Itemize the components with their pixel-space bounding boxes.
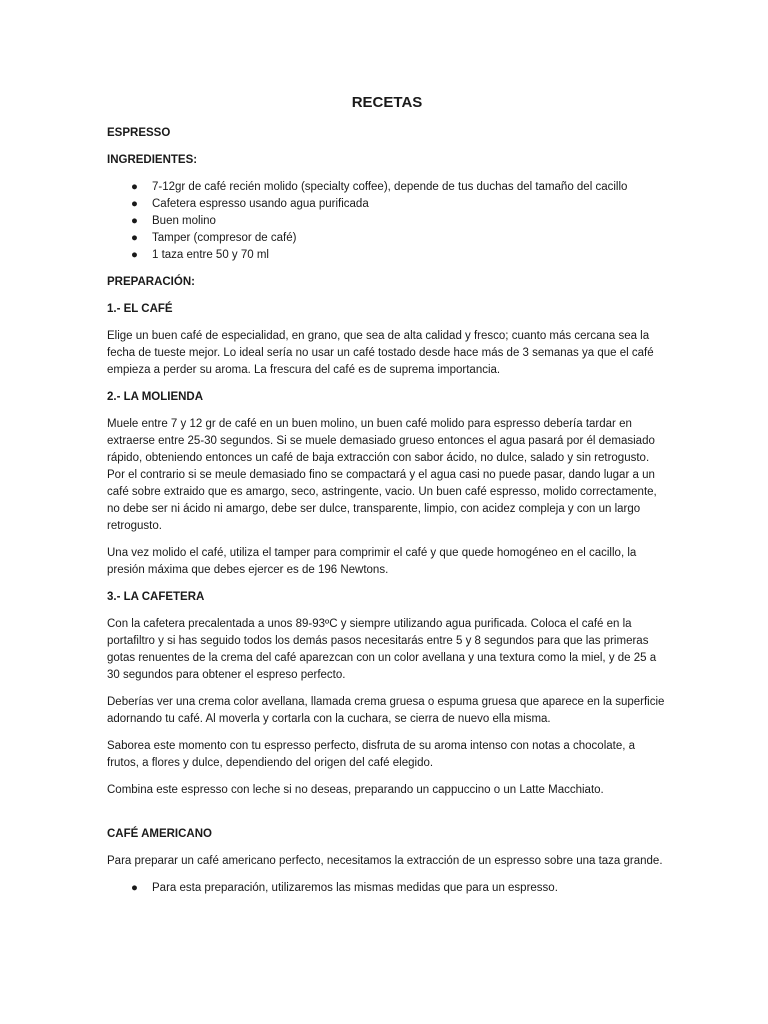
paragraph: Con la cafetera precalentada a unos 89-93ºC y siempre utilizando agua purificada. Coloca el café en la portafiltro y si has seguido todos los demás pasos necesitarás entre 5 y 8 segundos para que las primeras gotas renuentes de la crema del café aparezcan con un color avellana y una textura como la miel, y de 25 a 30 segundos para obtener el espreso perfecto.: [107, 618, 657, 681]
section-heading-espresso: ESPRESSO: [107, 127, 171, 139]
list-item-text: 7-12gr de café recién molido (specialty coffee), depende de tus duchas del tamaño del cacillo: [152, 181, 628, 193]
list-item: [107, 230, 667, 247]
list-item: [107, 179, 667, 196]
bullet-icon: ●: [131, 181, 138, 193]
ingredients-heading: INGREDIENTES:: [107, 154, 198, 166]
list-item-text: 1 taza entre 50 y 70 ml: [152, 249, 269, 261]
step-heading-el-cafe: 1.- EL CAFÉ: [107, 303, 173, 315]
list-item-text: Buen molino: [152, 215, 216, 227]
list-item-text: Tamper (compresor de café): [152, 232, 297, 244]
list-item-text: Para esta preparación, utilizaremos las mismas medidas que para un espresso.: [152, 882, 558, 894]
bullet-icon: ●: [131, 249, 138, 261]
list-item: [107, 213, 667, 230]
bullet-icon: ●: [131, 198, 138, 210]
list-item: [107, 247, 667, 264]
page-title: RECETAS: [351, 94, 423, 111]
section-spacer: [107, 809, 667, 826]
americano-list: [107, 880, 667, 897]
list-item-text: Cafetera espresso usando agua purificada: [152, 198, 369, 210]
document-content: [107, 94, 667, 907]
paragraph: Saborea este momento con tu espresso perfecto, disfruta de su aroma intenso con notas a chocolate, a frutos, a flores y dulce, dependiendo del origen del café elegido.: [107, 740, 636, 769]
section-heading-cafe-americano: CAFÉ AMERICANO: [107, 828, 212, 840]
paragraph: Combina este espresso con leche si no deseas, preparando un cappuccino o un Latte Macchiato.: [107, 784, 604, 796]
list-item: [107, 880, 667, 897]
ingredients-list: [107, 179, 667, 264]
paragraph: Una vez molido el café, utiliza el tamper para comprimir el café y que quede homogéneo en el cacillo, la presión máxima que debes ejercer es de 196 Newtons.: [107, 547, 637, 576]
step-heading-la-cafetera: 3.- LA CAFETERA: [107, 591, 205, 603]
paragraph: Deberías ver una crema color avellana, llamada crema gruesa o espuma gruesa que aparece en la superficie adornando tu café. Al moverla y cortarla con la cuchara, se cierra de nuevo ella misma.: [107, 696, 665, 725]
bullet-icon: ●: [131, 882, 138, 894]
paragraph: Para preparar un café americano perfecto, necesitamos la extracción de un espresso sobre una taza grande.: [107, 855, 663, 867]
paragraph: Elige un buen café de especialidad, en grano, que sea de alta calidad y fresco; cuanto más cercana sea la fecha de tueste mejor. Lo ideal sería no usar un café tostado desde hace más de 3 semanas ya que el café empieza a perder su aroma. La frescura del café es de suprema importancia.: [107, 330, 654, 376]
bullet-icon: ●: [131, 215, 138, 227]
list-item: [107, 196, 667, 213]
step-heading-la-molienda: 2.- LA MOLIENDA: [107, 391, 204, 403]
preparation-heading: PREPARACIÓN:: [107, 276, 195, 288]
paragraph: Muele entre 7 y 12 gr de café en un buen molino, un buen café molido para espresso debería tardar en extraerse entre 25-30 segundos. Si se muele demasiado grueso entonces el agua pasará por él demasiado rápido, obteniendo entonces un café de baja extracción con sabor ácido, no dulce, salado y sin retrogusto. Por el contrario si se meule demasiado fino se compactará y el agua casi no puede pasar, dando lugar a un café sobre extraido que es amargo, seco, astringente, vacio. Un buen café espresso, molido correctamente, no debe ser ni ácido ni amargo, debe ser dulce, transparente, limpio, con acidez compleja y con un largo retrogusto.: [107, 418, 657, 532]
bullet-icon: ●: [131, 232, 138, 244]
